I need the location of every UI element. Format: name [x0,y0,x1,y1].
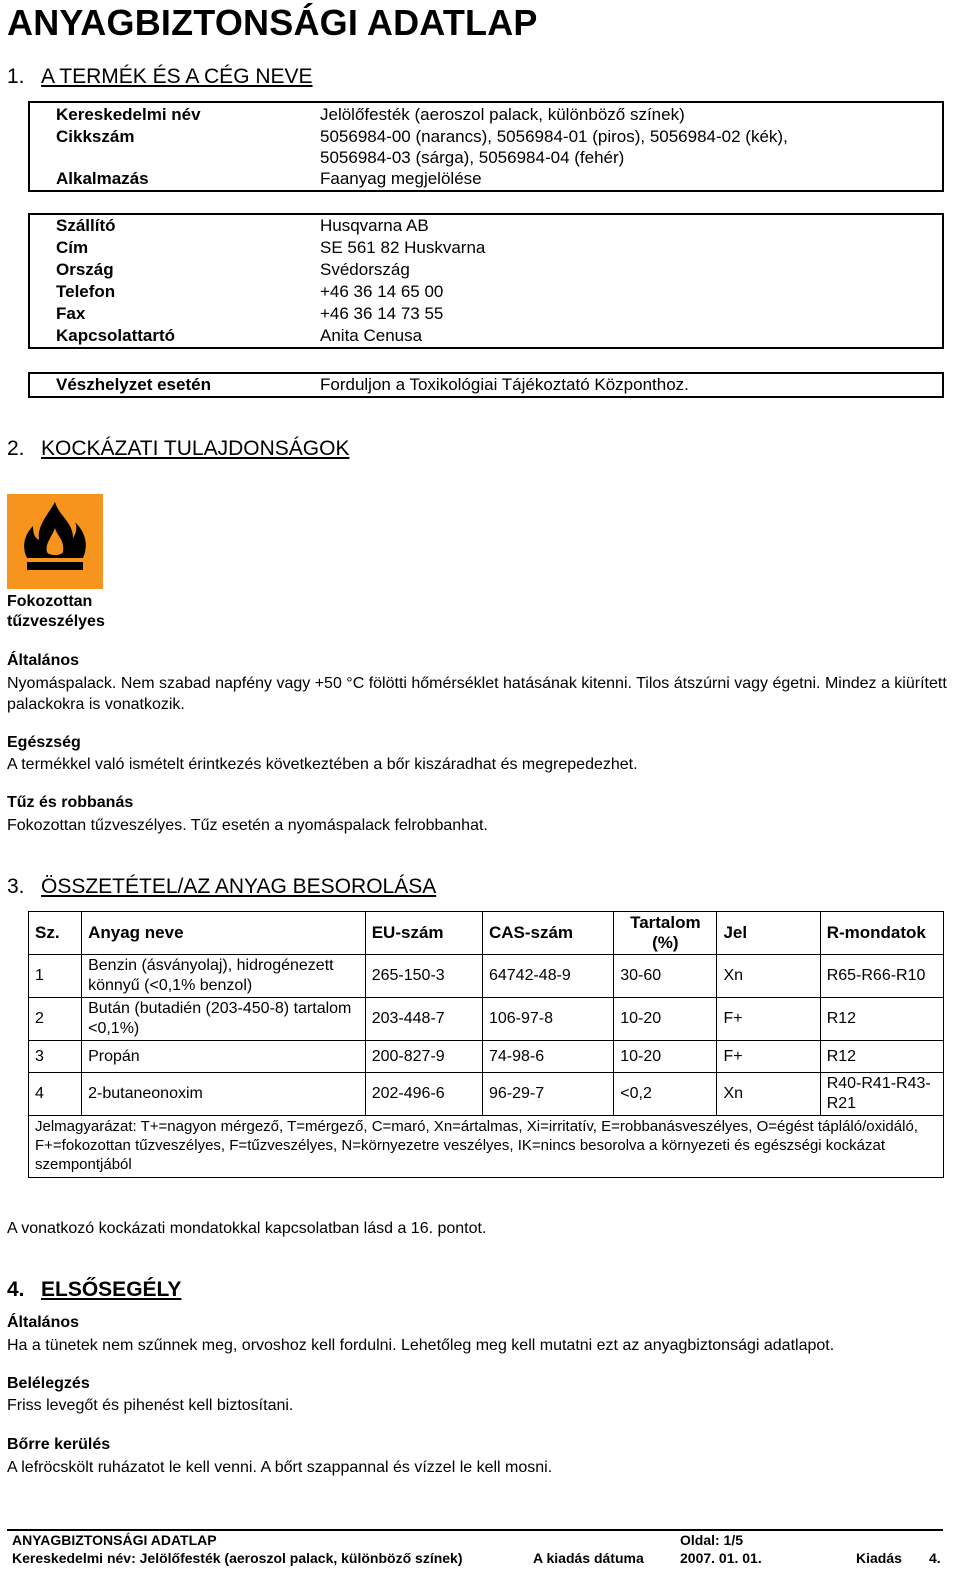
section-4-heading [7,1278,181,1302]
section-2-general-text: Nyomáspalack. Nem szabad napfény vagy +50 °C fölötti hőmérséklet hatásának kitenni. Tilos átszúrni vagy égetni. Mindez a kiürített palackokra is vonatkozik. [7,675,947,713]
table-row [29,998,944,1041]
article-number-line-2: 5056984-03 (sárga), 5056984-04 (fehér) [320,148,625,167]
row-1-symbol: Xn [717,955,820,998]
section-2-title: KOCKÁZATI TULAJDONSÁGOK [41,437,350,460]
col-header-content-line-2: (%) [652,933,679,952]
section-4-title: ELSŐSEGÉLY [41,1278,182,1301]
footer-issue-date: 2007. 01. 01. [680,1550,762,1566]
row-2-cas: 106-97-8 [482,998,613,1041]
row-4-name: 2-butaneonoxim [82,1073,366,1116]
supplier-value: Husqvarna AB [320,216,429,235]
composition-table [28,911,944,1178]
row-1-content: 30-60 [614,955,717,998]
section-3-title: ÖSSZETÉTEL/AZ ANYAG BESOROLÁSA [41,875,437,898]
row-3-no: 3 [29,1041,82,1073]
health-text: A termékkel való ismételt érintkezés következtében a bőr kiszáradhat és megrepedezhet. [7,756,638,773]
product-table [28,101,944,192]
article-number-value [294,126,943,168]
article-number-label: Cikkszám [56,127,135,146]
fax-value: +46 36 14 73 55 [320,304,444,323]
row-2-eu: 203-448-7 [365,998,482,1041]
inhalation-heading: Belélegzés [7,1375,90,1392]
section-4-number: 4. [7,1278,25,1301]
row-3-cas: 74-98-6 [482,1041,613,1073]
trade-name-value: Jelölőfesték (aeroszol palack, különböző színek) [320,105,685,124]
fax-label: Fax [56,304,86,323]
row-2-symbol: F+ [717,998,820,1041]
document-title: ANYAGBIZTONSÁGI ADATLAP [7,2,538,43]
row-2-content: 10-20 [614,998,717,1041]
footer-trade-name: Kereskedelmi név: Jelölőfesték (aeroszol palack, különböző színek) [12,1550,463,1566]
skin-contact-heading: Bőrre kerülés [7,1436,111,1453]
row-4-cas: 96-29-7 [482,1073,613,1116]
section-2-number: 2. [7,437,25,460]
row-3-name: Propán [82,1041,366,1073]
table-row [29,955,944,998]
row-1-cas: 64742-48-9 [482,955,613,998]
section-4-general-heading: Általános [7,1314,80,1331]
footer-issue-label: Kiadás [856,1550,902,1566]
col-header-content [614,912,717,955]
section-2-general-heading: Általános [7,652,80,669]
inhalation-text: Friss levegőt és pihenést kell biztosítani. [7,1397,294,1414]
hazard-symbol-label [7,592,147,632]
supplier-table [28,213,944,349]
contact-value: Anita Cenusa [320,326,423,345]
fire-heading: Tűz és robbanás [7,794,134,811]
col-header-r-phrases: R-mondatok [820,912,943,955]
composition-header-row [29,912,944,955]
address-label: Cím [56,238,89,257]
country-value: Svédország [320,260,410,279]
hazard-label-line-2: tűzveszélyes [7,613,105,630]
footer-page-number: Oldal: 1/5 [680,1532,744,1548]
row-3-content: 10-20 [614,1041,717,1073]
health-heading: Egészség [7,734,81,751]
section-1-number: 1. [7,65,25,88]
col-header-symbol: Jel [717,912,820,955]
row-4-no: 4 [29,1073,82,1116]
footer-divider [7,1529,943,1531]
row-2-name: Bután (butadién (203-450-8) tartalom <0,1%) [82,998,366,1041]
row-3-r-phrases: R12 [820,1041,943,1073]
section-1-title: A TERMÉK ÉS A CÉG NEVE [41,65,313,88]
section-4-general-text: Ha a tünetek nem szűnnek meg, orvoshoz kell fordulni. Lehetőleg meg kell mutatni ezt az anyagbiztonsági adatlapot. [7,1337,835,1354]
section-3-heading [7,875,436,899]
application-value: Faanyag megjelölése [320,169,482,188]
emergency-label: Vészhelyzet esetén [56,375,211,394]
flame-icon [7,494,103,589]
article-number-line-1: 5056984-00 (narancs), 5056984-01 (piros), 5056984-02 (kék), [320,127,788,146]
hazard-label-line-1: Fokozottan [7,593,93,610]
col-header-no: Sz. [29,912,82,955]
row-1-name: Benzin (ásványolaj), hidrogénezett könnyű (<0,1% benzol) [82,955,366,998]
supplier-label: Szállító [56,216,116,235]
col-header-content-line-1: Tartalom [630,913,701,932]
row-1-eu: 265-150-3 [365,955,482,998]
row-4-r-phrases: R40-R41-R43-R21 [820,1073,943,1116]
col-header-name: Anyag neve [82,912,366,955]
section-3-number: 3. [7,875,25,898]
phone-value: +46 36 14 65 00 [320,282,444,301]
col-header-eu: EU-szám [365,912,482,955]
row-3-symbol: F+ [717,1041,820,1073]
row-4-eu: 202-496-6 [365,1073,482,1116]
footer-title: ANYAGBIZTONSÁGI ADATLAP [12,1532,217,1548]
row-3-eu: 200-827-9 [365,1041,482,1073]
contact-label: Kapcsolattartó [56,326,176,345]
country-label: Ország [56,260,114,279]
composition-legend: Jelmagyarázat: T+=nagyon mérgező, T=mérgező, C=maró, Xn=ártalmas, Xi=irritatív, E=robbanásveszélyes, O=égést tápláló/oxidáló, F+=fokozottan tűzveszélyes, F=tűzveszélyes, N=környezetre veszélyes, IK=nincs besorolva a környezeti és egészségi kockázat szempontjából [29,1116,944,1178]
row-1-r-phrases: R65-R66-R10 [820,955,943,998]
table-row [29,1073,944,1116]
composition-note: A vonatkozó kockázati mondatokkal kapcsolatban lásd a 16. pontot. [7,1220,487,1237]
row-4-content: <0,2 [614,1073,717,1116]
footer-issue-date-label: A kiadás dátuma [533,1550,644,1566]
emergency-value: Forduljon a Toxikológiai Tájékoztató Központhoz. [320,375,689,394]
trade-name-label: Kereskedelmi név [56,105,201,124]
emergency-table [28,372,944,398]
row-4-symbol: Xn [717,1073,820,1116]
table-row [29,1041,944,1073]
col-header-cas: CAS-szám [482,912,613,955]
phone-label: Telefon [56,282,116,301]
skin-contact-text: A lefröcskölt ruházatot le kell venni. A bőrt szappannal és vízzel le kell mosni. [7,1459,553,1476]
address-value: SE 561 82 Huskvarna [320,238,486,257]
footer-issue-number: 4. [929,1550,941,1566]
row-1-no: 1 [29,955,82,998]
flame-hazard-symbol [7,494,103,589]
row-2-r-phrases: R12 [820,998,943,1041]
fire-text: Fokozottan tűzveszélyes. Tűz esetén a nyomáspalack felrobbanhat. [7,817,488,834]
application-label: Alkalmazás [56,169,149,188]
section-2-heading [7,437,349,461]
row-2-no: 2 [29,998,82,1041]
section-1-heading [7,65,313,89]
